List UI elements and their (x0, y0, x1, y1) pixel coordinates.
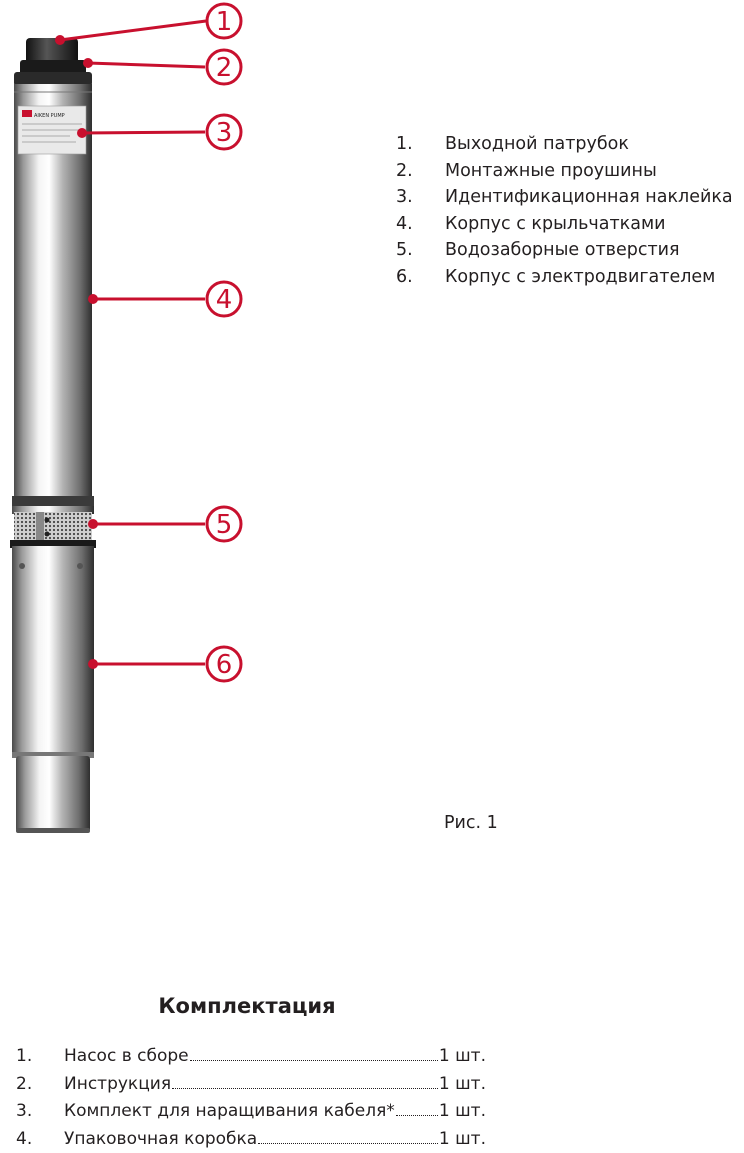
kit-title: Комплектация (158, 994, 336, 1018)
callout-5-number: 5 (215, 510, 233, 540)
figure-caption: Рис. 1 (444, 813, 498, 833)
dot-leader (190, 1060, 438, 1061)
legend-item (396, 211, 733, 238)
callout-1-number: 1 (215, 7, 233, 37)
kit-item-qty: 1 шт. (438, 1101, 486, 1121)
kit-item-number: 4. (16, 1128, 33, 1149)
kit-item-number: 3. (16, 1101, 33, 1121)
legend-item (396, 131, 733, 158)
dot-leader (172, 1088, 438, 1089)
legend-item-number: 5. (396, 240, 413, 260)
legend-item-label: Водозаборные отверстия (445, 240, 680, 260)
legend-item-label: Монтажные проушины (445, 160, 657, 181)
legend-item (396, 264, 733, 291)
kit-item-name: Упаковочная коробка (64, 1128, 258, 1149)
legend-item (396, 158, 733, 185)
kit-list (16, 1043, 486, 1153)
kit-item (16, 1043, 486, 1071)
dot-leader (396, 1115, 438, 1116)
kit-item-name: Комплект для наращивания кабеля* (64, 1101, 395, 1121)
kit-item-qty: 1 шт. (438, 1128, 486, 1149)
kit-item-qty: 1 шт. (438, 1073, 486, 1094)
kit-item (16, 1071, 486, 1099)
legend-item-label: Выходной патрубок (445, 134, 629, 154)
intake-mesh (14, 512, 92, 540)
parts-legend (396, 131, 733, 290)
legend-item-number: 1. (396, 134, 413, 154)
legend-item-number: 2. (396, 160, 413, 181)
legend-item (396, 237, 733, 264)
kit-item-qty: 1 шт. (438, 1046, 486, 1066)
kit-item-number: 2. (16, 1073, 33, 1094)
callout-3-number: 3 (215, 118, 233, 148)
legend-item-label: Корпус с электродвигателем (445, 266, 716, 287)
pump-image (10, 38, 96, 833)
legend-item-number: 3. (396, 187, 413, 207)
motor-housing (12, 546, 94, 756)
kit-item (16, 1098, 486, 1126)
callout-4-number: 4 (215, 285, 233, 315)
legend-item-number: 6. (396, 266, 413, 287)
kit-item-name: Инструкция (64, 1073, 172, 1094)
kit-item (16, 1126, 486, 1153)
callout-2-number: 2 (215, 53, 233, 83)
legend-item-number: 4. (396, 213, 413, 234)
callout-6-number: 6 (215, 650, 233, 680)
pump-label: AIKEN PUMP (34, 113, 65, 119)
kit-item-number: 1. (16, 1046, 33, 1066)
legend-item-label: Корпус с крыльчатками (445, 213, 666, 234)
kit-item-name: Насос в сборе (64, 1046, 189, 1066)
legend-item (396, 184, 733, 211)
legend-item-label: Идентификационная наклейка (445, 187, 733, 207)
dot-leader (258, 1143, 438, 1144)
